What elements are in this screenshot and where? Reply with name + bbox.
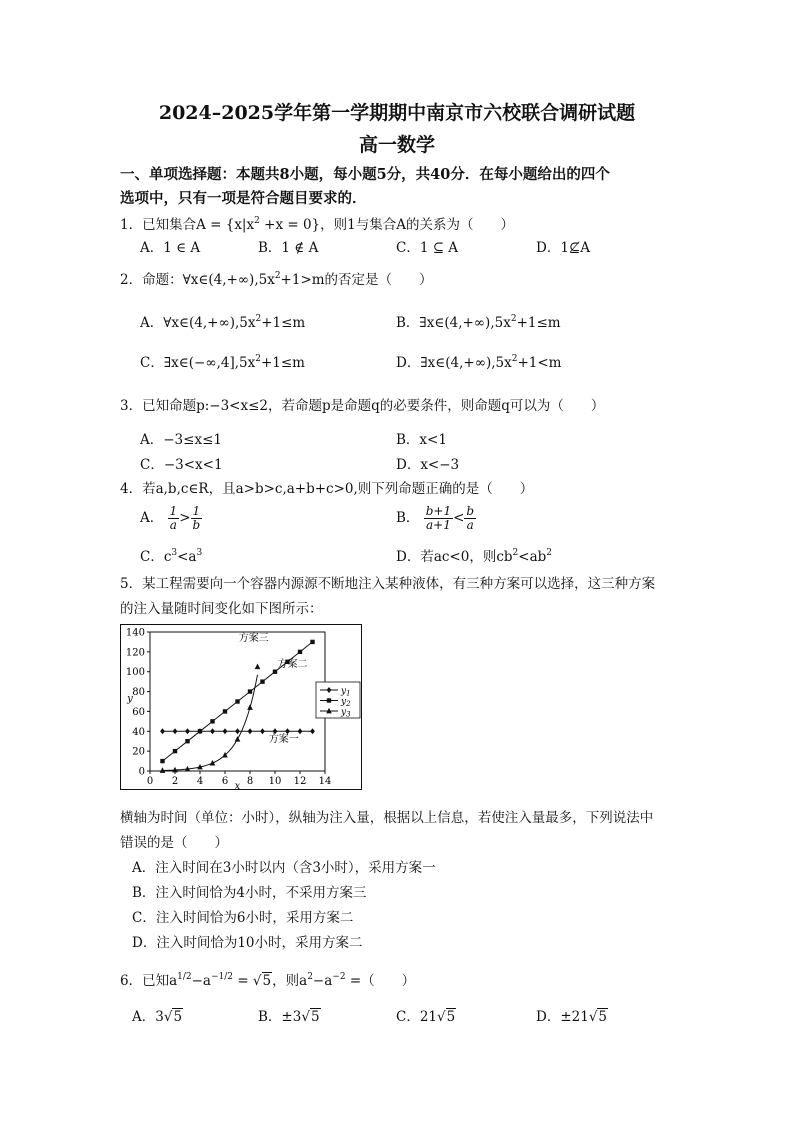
question-6-stem bbox=[120, 969, 415, 989]
q1-option-c: C．1 ⊆ A bbox=[396, 240, 459, 256]
series-label-plan3: 方案三 bbox=[238, 632, 269, 644]
q4a-num2: 1 bbox=[191, 505, 203, 519]
point-y2 bbox=[248, 689, 252, 693]
q3-option-a: A．−3≤x≤1 bbox=[140, 432, 222, 448]
q6a-radicand: 5 bbox=[173, 1009, 183, 1025]
q6-option-b bbox=[258, 1005, 321, 1025]
q5-option-b: B．注入时间恰为4小时，不采用方案三 bbox=[132, 885, 367, 901]
q2a-sup: 2 bbox=[255, 314, 262, 324]
q4-option-c bbox=[140, 545, 202, 565]
x-tick-label: 10 bbox=[268, 776, 282, 787]
legend-label-subscript: 3 bbox=[346, 710, 351, 719]
q1-option-a: A．1 ∈ A bbox=[140, 240, 201, 256]
q4a-den2: b bbox=[192, 518, 201, 532]
q4-option-b bbox=[396, 505, 476, 532]
legend-marker-y2 bbox=[327, 698, 331, 702]
q2-option-c bbox=[140, 351, 305, 371]
q6-sup: 2 bbox=[307, 972, 313, 982]
y-tick-label: 100 bbox=[125, 667, 145, 679]
q3-option-b: B．x<1 bbox=[396, 432, 447, 448]
q1-stem-part: 1．已知集合A = {x|x bbox=[120, 217, 255, 233]
x-tick-label: 12 bbox=[293, 776, 307, 787]
exam-subtitle: 高一数学 bbox=[358, 134, 435, 156]
question-1-stem bbox=[120, 213, 514, 233]
q2c-part: C．∃x∈(−∞,4],5x bbox=[140, 355, 256, 371]
q6b-part: B．±3√ bbox=[258, 1009, 310, 1025]
q4d-part: D．若ac<0，则cb bbox=[396, 549, 513, 565]
q6-part: 6．已知a bbox=[120, 973, 178, 989]
q5-option-c: C．注入时间恰为6小时，采用方案二 bbox=[132, 910, 354, 926]
q6-part: = √ bbox=[233, 973, 262, 989]
x-tick-label: 6 bbox=[221, 776, 229, 787]
q2d-sup: 2 bbox=[511, 354, 518, 364]
q4-option-d bbox=[396, 545, 552, 565]
q6-exp2: −1/2 bbox=[211, 972, 234, 982]
x-tick-label: 2 bbox=[171, 776, 179, 787]
question-5-stem-line1: 5．某工程需要向一个容器内源源不断地注入某种液体，有三种方案可以选择，这三种方案 bbox=[120, 576, 656, 592]
y-tick-label: 0 bbox=[138, 766, 145, 778]
x-tick-label: 14 bbox=[318, 776, 332, 787]
legend-label-base: y bbox=[341, 707, 347, 718]
q4b-den1: a+1 bbox=[425, 518, 451, 532]
point-y2 bbox=[160, 759, 164, 763]
q2b-part: B．∃x∈(4,+∞),5x bbox=[396, 315, 511, 331]
q4b-fraction-2 bbox=[464, 505, 476, 532]
q4a-op: > bbox=[179, 510, 191, 526]
q2d-part: D．∃x∈(4,+∞),5x bbox=[396, 355, 512, 371]
question-4-stem: 4．若a,b,c∈R，且a>b>c,a+b+c>0,则下列命题正确的是（ ） bbox=[120, 481, 534, 497]
q2-stem-part: +1>m的否定是（ ） bbox=[280, 272, 433, 288]
question-5-after-line1: 横轴为时间（单位：小时），纵轴为注入量，根据以上信息，若使注入量最多，下列说法中 bbox=[120, 810, 654, 826]
y-tick-label: 120 bbox=[125, 647, 145, 659]
point-y2 bbox=[173, 749, 177, 753]
x-tick-label: 4 bbox=[196, 776, 204, 787]
y-tick-label: 40 bbox=[132, 726, 145, 738]
y-tick-label: 20 bbox=[132, 746, 145, 758]
q6-exp1: 1/2 bbox=[177, 972, 192, 982]
q3-option-c: C．−3<x<1 bbox=[140, 457, 223, 473]
q2c-part: +1≤m bbox=[260, 355, 305, 371]
q4b-num2: b bbox=[466, 504, 475, 518]
q4a-label: A． bbox=[140, 510, 164, 526]
series-label-plan1: 方案一 bbox=[268, 734, 299, 746]
x-axis-label: x bbox=[234, 781, 241, 790]
legend-label-base: y bbox=[341, 697, 347, 707]
q2a-part: A．∀x∈(4,+∞),5x bbox=[140, 315, 256, 331]
question-3-stem: 3．已知命题p:−3<x≤2，若命题p是命题q的必要条件，则命题q可以为（ ） bbox=[120, 398, 605, 414]
question-2-stem bbox=[120, 268, 433, 288]
q6d-part: D．±21√ bbox=[536, 1009, 598, 1025]
section-heading-line2: 选项中，只有一项是符合题目要求的． bbox=[120, 190, 367, 207]
point-y2 bbox=[310, 640, 314, 644]
q2d-part: +1<m bbox=[517, 355, 562, 371]
question-5-stem-line2: 的注入量随时间变化如下图所示： bbox=[120, 601, 323, 617]
point-y2 bbox=[223, 709, 227, 713]
section-heading-line1: 一、单项选择题：本题共8小题，每小题5分，共40分．在每小题给出的四个 bbox=[120, 166, 610, 183]
q4b-den2: a bbox=[466, 518, 474, 532]
q2-option-b bbox=[396, 311, 561, 331]
q1-option-b: B．1 ∉ A bbox=[258, 240, 319, 256]
q6b-radicand: 5 bbox=[310, 1009, 320, 1025]
y-tick-label: 140 bbox=[125, 627, 145, 639]
q2b-sup: 2 bbox=[510, 314, 517, 324]
series-label-plan2: 方案二 bbox=[277, 658, 308, 670]
point-y2 bbox=[210, 719, 214, 723]
q6-option-d bbox=[536, 1005, 608, 1025]
exam-title: 2024–2025学年第一学期期中南京市六校联合调研试题 bbox=[158, 102, 636, 124]
point-y2 bbox=[235, 699, 239, 703]
q4d-sup: 2 bbox=[546, 548, 553, 558]
q2a-part: +1≤m bbox=[261, 315, 306, 331]
q1-stem-part: +x = 0}，则1与集合A的关系为（ ） bbox=[259, 217, 514, 233]
q4a-den1: a bbox=[169, 518, 177, 532]
q3-option-d: D．x<−3 bbox=[396, 457, 460, 473]
q4b-fraction-1 bbox=[424, 505, 453, 532]
q4b-op: < bbox=[453, 510, 465, 526]
q2b-part: +1≤m bbox=[516, 315, 561, 331]
q6-option-a bbox=[132, 1005, 183, 1025]
q1-option-d: D．1⊈A bbox=[536, 240, 590, 256]
q4b-label: B． bbox=[396, 510, 420, 526]
q6-part: =（ ） bbox=[345, 973, 416, 989]
q4d-sup: 2 bbox=[512, 548, 519, 558]
q2-option-a bbox=[140, 311, 305, 331]
legend-label-subscript: 1 bbox=[346, 689, 351, 698]
y-tick-label: 80 bbox=[132, 687, 145, 699]
point-y2 bbox=[198, 729, 202, 733]
q5-option-a: A．注入时间在3小时以内（含3小时），采用方案一 bbox=[132, 860, 436, 876]
q2-sup: 2 bbox=[274, 271, 281, 281]
q2-stem-part: 2．命题：∀x∈(4,+∞),5x bbox=[120, 272, 275, 288]
q2-option-d bbox=[396, 351, 561, 371]
q4c-part: C．c bbox=[140, 549, 172, 565]
q4a-fraction-2 bbox=[191, 505, 203, 532]
q4c-sup: 3 bbox=[196, 548, 203, 558]
q6-option-c bbox=[396, 1005, 456, 1025]
injection-chart bbox=[120, 624, 362, 790]
q4a-num1: 1 bbox=[169, 504, 178, 518]
q6-part: −a bbox=[312, 973, 333, 989]
point-y2 bbox=[273, 670, 277, 674]
legend-label-subscript: 2 bbox=[346, 700, 351, 708]
legend-label-base: y bbox=[341, 686, 347, 697]
q4b-num1: b+1 bbox=[425, 504, 452, 518]
x-tick-label: 0 bbox=[146, 776, 154, 787]
q6d-radicand: 5 bbox=[598, 1009, 608, 1025]
q4a-fraction-1 bbox=[168, 505, 180, 532]
q4c-part: <a bbox=[177, 549, 197, 565]
point-y2 bbox=[185, 739, 189, 743]
point-y2 bbox=[260, 679, 264, 683]
q4-option-a bbox=[140, 505, 202, 532]
q6a-part: A．3√ bbox=[132, 1009, 173, 1025]
question-5-after-line2: 错误的是（ ） bbox=[120, 835, 228, 851]
q2c-sup: 2 bbox=[255, 354, 261, 364]
x-tick-label: 8 bbox=[246, 776, 254, 787]
q6-radicand: 5 bbox=[262, 973, 272, 989]
y-tick-label: 60 bbox=[132, 706, 145, 718]
q6-part: −a bbox=[191, 973, 211, 989]
q4c-sup: 3 bbox=[171, 548, 178, 558]
y-axis-label: y bbox=[127, 693, 133, 705]
q1-sup: 2 bbox=[254, 216, 260, 226]
q5-option-d: D．注入时间恰为10小时，采用方案二 bbox=[132, 935, 363, 951]
q4d-part: <ab bbox=[518, 549, 547, 565]
q6-part: ，则a bbox=[272, 973, 308, 989]
q6c-part: C．21√ bbox=[396, 1009, 446, 1025]
q6c-radicand: 5 bbox=[446, 1009, 456, 1025]
q6-sup: −2 bbox=[332, 972, 346, 982]
point-y2 bbox=[298, 650, 302, 654]
